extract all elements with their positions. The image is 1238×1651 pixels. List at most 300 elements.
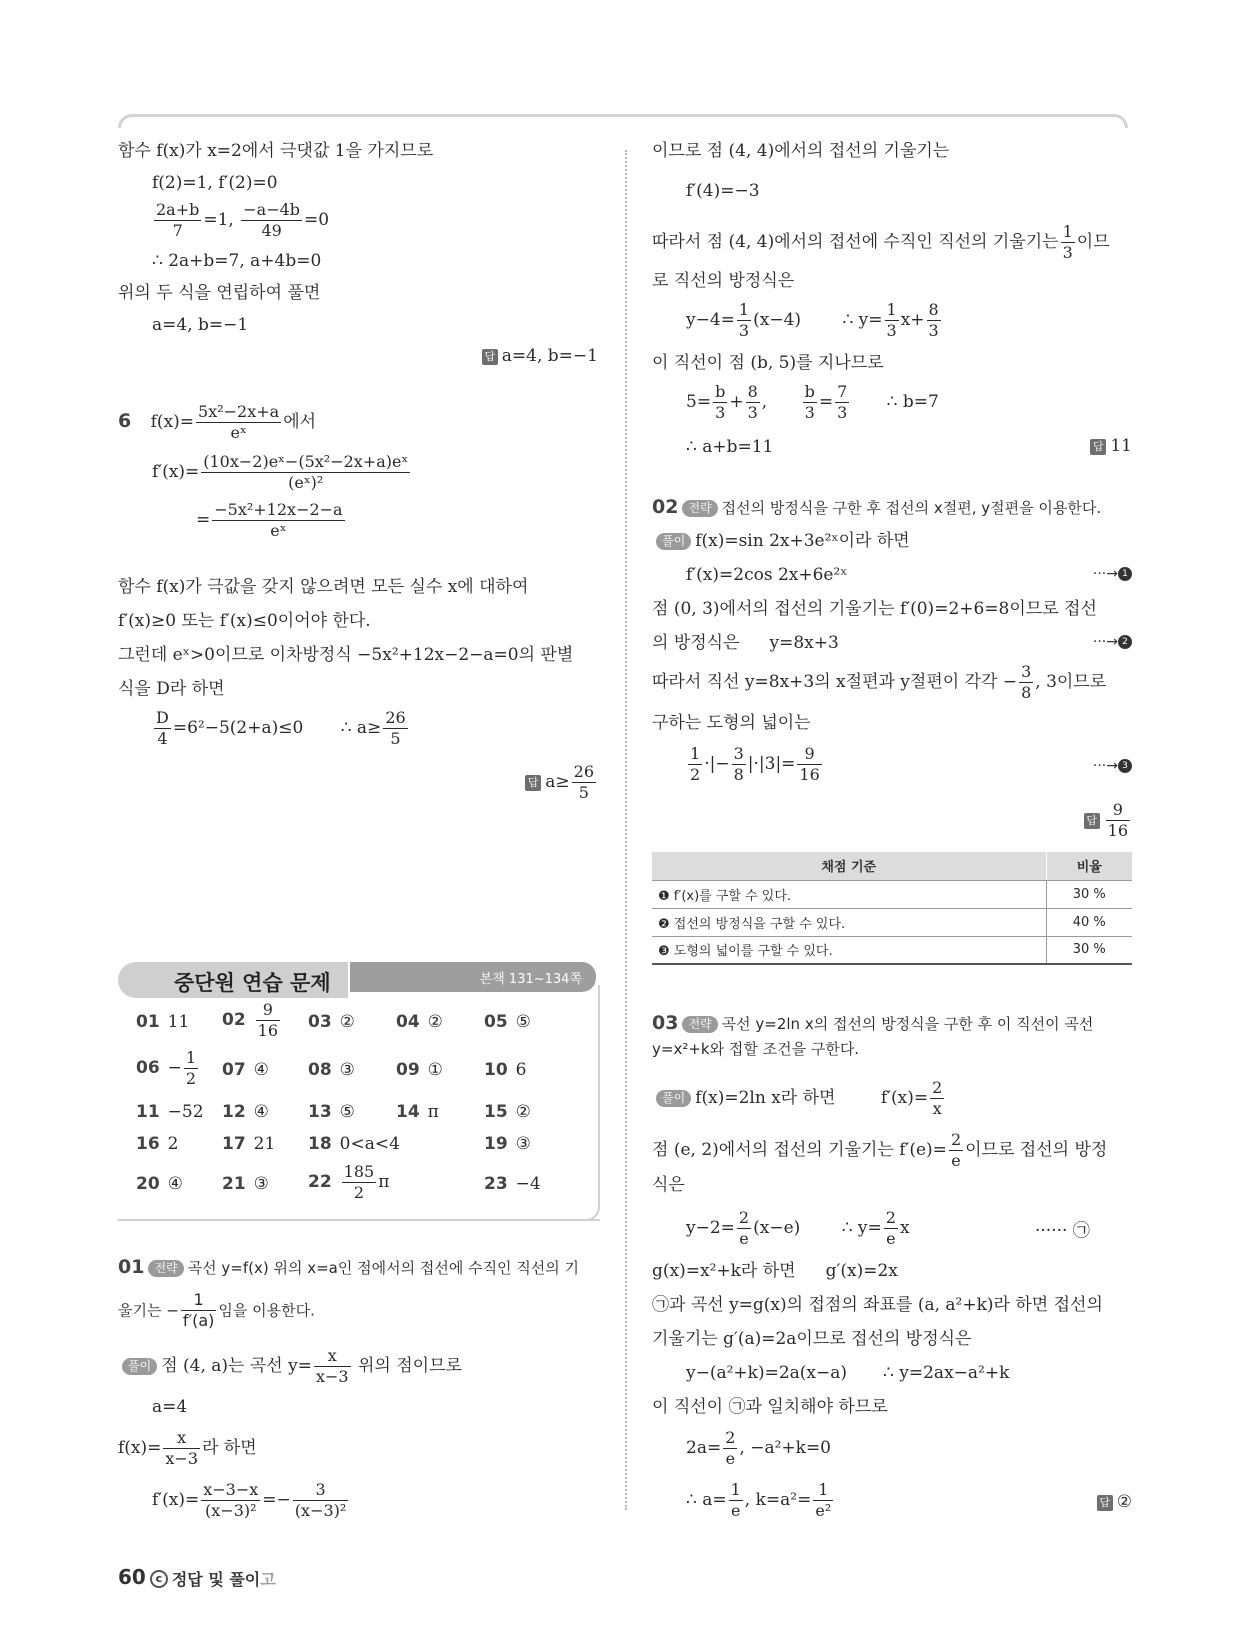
denominator: 5 [578,783,589,802]
equation-part: ∴ y= [842,310,883,330]
equation: f′(4)=−3 [686,181,760,201]
answer-number: 03 [308,1012,332,1032]
fraction [383,708,407,749]
answer-value: 6 [515,1060,527,1080]
fraction [154,708,171,749]
equation: ∴ 2a+b=7, a+4b=0 [152,251,322,271]
table-cell [652,936,1046,964]
fraction [184,1048,198,1089]
fraction [241,200,302,241]
answer-value: ④ [167,1174,183,1194]
denominator: (eˣ)² [288,473,324,492]
equation-part: , [761,392,768,412]
equation-part: f′(x)= [152,1490,200,1510]
answer-number: 20 [136,1174,160,1194]
fraction [1061,222,1075,263]
equation [196,500,347,541]
answer [1090,436,1132,456]
text-line: ㉠과 곡선 y=g(x)의 접점의 좌표를 (a, a²+k)라 하면 접선의 [652,1295,1103,1315]
q03-hint [652,1012,1093,1035]
denominator: 2 [353,1183,365,1202]
numerator: −a−4b [243,200,301,219]
equation-part: (x−4) [753,310,802,330]
problem-number: 02 [652,496,679,518]
table-row [652,908,1132,936]
mid-unit-bottom-line [118,1219,600,1221]
equation-part: y−2= [686,1218,735,1238]
equation-part: f′(x)= [880,1088,929,1108]
text-line: 위의 두 식을 연립하여 풀면 [118,283,321,303]
answer [482,346,598,366]
equation: a=4, b=−1 [152,315,249,335]
fraction [729,1480,743,1521]
denominator: e [739,1229,749,1248]
answer-number: 16 [136,1134,160,1154]
answer-number: 02 [222,1010,246,1030]
answer-value: ② [427,1012,443,1032]
numerator: D [156,708,169,727]
answer-text: ② [1116,1492,1132,1512]
answer-icon: 답 [1090,439,1106,455]
text-line [652,662,1106,703]
answer-number: 06 [136,1058,160,1078]
step-number-icon: 3 [1118,759,1132,773]
equation-part: f(x)=sin 2x+3e²ˣ이라 하면 [695,531,910,551]
denominator: 7 [172,221,183,240]
fraction [256,1000,280,1041]
equation-part: ∴ b=7 [886,392,939,412]
ratio-cell: 30 % [1046,936,1132,964]
criterion-text: 접선의 방정식을 구할 수 있다. [673,916,846,932]
numerator: x−3−x [203,1480,259,1499]
text-part: 점 (e, 2)에서의 접선의 기울기는 f′(e)= [652,1140,947,1160]
hint-text: 곡선 y=2ln x의 접선의 방정식을 구한 후 이 직선이 곡선 [721,1015,1094,1033]
answer-number: 01 [136,1012,160,1032]
marker-arrow: ···→ [1092,634,1118,650]
fraction [884,1208,898,1249]
numerator: 1 [181,1290,217,1311]
equation-part: (x−e) [753,1218,801,1238]
answer-number: 18 [308,1134,332,1154]
text-part: , 3이므로 [1035,672,1107,692]
fraction [688,744,702,785]
fraction [1106,800,1130,841]
answer-cell [484,1134,531,1154]
denominator: x−3 [315,1367,349,1386]
q03-hint-line2 [652,1038,859,1060]
answer-value: ① [427,1060,443,1080]
denominator: 3 [747,403,758,422]
numerator: 3 [1021,662,1032,681]
answer-number: 09 [396,1060,420,1080]
answer-cell [136,1102,204,1122]
equation-part: =0 [304,210,330,230]
fraction [713,382,727,423]
equation-part: 위의 점이므로 [352,1356,462,1376]
numerator: 2 [738,1208,750,1227]
mid-unit-page-ref: 본책 131~134쪽 [479,972,582,987]
equation-part: ∴ y= [841,1218,882,1238]
answer-value: ④ [253,1102,269,1122]
step-number-icon: ❸ [658,944,670,960]
answer-value: ③ [515,1134,531,1154]
answer-cell [136,1174,183,1194]
equation-part: f(x)=2ln x라 하면 [695,1088,836,1108]
text-part: 이므 [1076,232,1110,252]
fraction [154,200,201,241]
equation-part: y=8x+3 [769,633,839,653]
numerator: 9 [1106,800,1130,821]
answer-value: 21 [253,1134,276,1154]
step-number-icon: ❷ [658,916,670,932]
q01-hint [118,1256,579,1279]
answer-value: − [167,1058,182,1078]
answer-text: 11 [1110,436,1132,456]
answer-cell [136,1134,179,1154]
denominator: 8 [1021,683,1032,702]
book-title-suffix: 고 [260,1570,276,1589]
equation [152,708,410,749]
text-line: f′(x)≥0 또는 f′(x)≤0이어야 한다. [118,611,371,631]
answer-number: 15 [484,1102,508,1122]
equation [152,1480,350,1521]
numerator: 1 [690,744,701,763]
step-number-icon: ❶ [658,888,670,904]
text-line: 함수 f(x)가 극값을 갖지 않으려면 모든 실수 x에 대하여 [118,577,529,597]
answer-icon: 답 [525,775,541,791]
answer-value: 11 [167,1012,190,1032]
fraction [737,1208,751,1249]
answer-text: a≥ [545,772,570,792]
denominator: eˣ [270,521,287,540]
answer-value: ④ [253,1060,269,1080]
answer-value: π [378,1172,390,1192]
problem-number: 6 [118,410,132,432]
mid-unit-header [118,962,598,998]
numerator: 26 [385,708,406,727]
denominator: (x−3)² [205,1501,257,1520]
step-marker [1093,634,1132,650]
equation-part: 라 하면 [202,1438,257,1458]
mid-unit-title: 중단원 연습 문제 [174,971,331,995]
equation [686,1362,1009,1384]
hint-text: 임을 이용한다. [218,1301,315,1320]
equation-part: g(x)=x²+k라 하면 [652,1261,796,1281]
denominator: 2 [690,765,701,784]
fraction [201,452,410,493]
numerator: −5x²+12x−2−a [214,500,343,519]
denominator: (x−3)² [294,1501,347,1520]
fraction [572,762,596,803]
fraction [930,1078,944,1119]
equation-part: x+ [900,310,925,330]
answer-number: 04 [396,1012,420,1032]
denominator: 3 [1062,243,1073,262]
fraction [797,744,821,785]
text-line [652,1130,1107,1171]
numerator: x [314,1346,351,1367]
equation-part: 점 (4, a)는 곡선 y= [161,1356,312,1376]
answer-number: 05 [484,1012,508,1032]
equation-part: =− [262,1490,291,1510]
text-line: 이므로 점 (4, 4)에서의 접선의 기울기는 [652,141,950,161]
solution-tag: 풀이 [656,533,691,550]
equation-part: ∴ a≥ [340,718,382,738]
column-divider [625,150,627,1510]
mid-unit-bar [350,962,596,992]
table-row [652,880,1132,908]
denominator: 2 [185,1069,197,1088]
answer-cell [308,1162,389,1203]
answer-value: −52 [167,1102,204,1122]
q02-solution-line [652,530,910,552]
answer [1084,800,1132,841]
fraction [196,402,281,443]
text-line: 점 (0, 3)에서의 접선의 기울기는 f′(0)=2+6=8이므로 접선 [652,599,1097,619]
equation [686,300,943,341]
equation-part: 에서 [283,412,317,432]
numerator: 2 [885,1208,896,1227]
denominator: 16 [257,1021,279,1040]
fraction [342,1162,377,1203]
answer-value: 0<a<4 [339,1134,400,1154]
table-header-row [652,852,1132,880]
answer-value: ⑤ [515,1012,531,1032]
answer-cell [136,1048,200,1089]
equation [118,1428,257,1469]
answer-value: ⑤ [339,1102,355,1122]
equation-part: = [818,392,834,412]
answer-cell [484,1012,531,1032]
hint-text: y=x²+k와 접할 조건을 구한다. [652,1040,860,1058]
step-number-icon: 2 [1118,635,1132,649]
answer-cell [308,1134,400,1154]
answer-cell [484,1102,531,1122]
numerator: 3 [293,1480,349,1501]
equation-part: ∴ y=2ax−a²+k [883,1363,1010,1383]
fraction [732,744,746,785]
numerator: x [163,1428,200,1449]
answer-number: 22 [308,1172,332,1192]
denominator: 4 [157,729,168,748]
answer-value: π [427,1102,439,1122]
marker-arrow: ···→ [1092,566,1118,582]
answer-value: ③ [253,1174,269,1194]
answer-cell [396,1012,443,1032]
denominator: 3 [886,321,897,340]
fraction [163,1428,200,1469]
answer-number: 19 [484,1134,508,1154]
answer-text: a=4, b=−1 [501,346,598,366]
answer-cell [484,1060,527,1080]
criterion-text: f′(x)를 구할 수 있다. [673,888,792,904]
page-footer [118,1565,276,1590]
equation [686,1480,835,1521]
ratio-cell: 40 % [1046,908,1132,936]
denominator: 3 [928,321,939,340]
numerator: b [715,382,726,401]
equation [152,200,329,241]
fraction [927,300,941,341]
step-number-icon: 1 [1118,567,1132,581]
text-line: 이 직선이 ㉠과 일치해야 하므로 [652,1397,888,1417]
equation-part: g′(x)=2x [825,1261,898,1281]
text-part: 따라서 직선 y=8x+3의 x절편과 y절편이 각각 − [652,672,1018,692]
equation-part: , k=a²= [744,1490,812,1510]
text-line: 그런데 eˣ>0이므로 이차방정식 −5x²+12x−2−a=0의 판별 [118,645,574,665]
label-marker: ······ ㉠ [1035,1221,1090,1241]
answer-cell [396,1102,439,1122]
answer-cell [222,1000,282,1041]
strategy-tag: 전략 [682,1016,717,1033]
numerator: 1 [738,300,750,319]
answer-number: 08 [308,1060,332,1080]
answer-cell [222,1174,269,1194]
numerator: (10x−2)eˣ−(5x²−2x+a)eˣ [203,452,409,471]
equation-part: ·|− [704,754,730,774]
text-part: 따라서 점 (4, 4)에서의 접선에 수직인 직선의 기울기는 [652,232,1059,252]
denominator: eˣ [230,423,247,442]
text-line: 함수 f(x)가 x=2에서 극댓값 1을 가지므로 [118,141,434,161]
numerator: 1 [813,1480,833,1501]
fraction [212,500,344,541]
numerator: 1 [730,1480,741,1499]
answer-number: 11 [136,1102,160,1122]
table-cell [652,880,1046,908]
answer-cell [136,1012,189,1032]
answer-number: 23 [484,1174,508,1194]
copyright-icon: c [150,1570,168,1588]
denominator: 49 [261,221,282,240]
answer-cell [222,1060,269,1080]
answer-number: 13 [308,1102,332,1122]
equation: f(2)=1, f′(2)=0 [152,173,278,193]
solution-tag: 풀이 [122,1358,157,1375]
equation [686,382,939,423]
answer [1097,1492,1132,1512]
fraction [949,1130,963,1171]
denominator: f′(a) [182,1311,215,1330]
numerator: 26 [573,762,594,781]
fraction [746,382,760,423]
q03-solution-line [652,1078,946,1119]
equation-part: |·|3|= [747,754,796,774]
equation-part: f′(x)= [152,462,200,482]
table-cell [652,908,1046,936]
denominator: 3 [804,403,815,422]
answer-cell [308,1012,355,1032]
text-line [652,632,839,654]
fraction [293,1480,349,1521]
ratio-cell: 30 % [1046,880,1132,908]
equation-part: 2a= [686,1438,722,1458]
page-number: 60 [118,1565,146,1589]
answer-value: 2 [167,1134,179,1154]
answer-number: 12 [222,1102,246,1122]
answer-number: 07 [222,1060,246,1080]
text-line: 식을 D라 하면 [118,679,225,699]
problem-number: 03 [652,1012,679,1034]
denominator: x−3 [165,1449,198,1468]
text-line [652,222,1110,263]
text-part: 의 방정식은 [652,633,740,653]
answer-number: 14 [396,1102,420,1122]
equation [652,1260,898,1282]
numerator: 9 [797,744,821,765]
equation-part: f(x)= [150,412,195,432]
answer-value: −4 [515,1174,541,1194]
numerator: b [804,382,815,401]
text-line: 식은 [652,1175,685,1195]
problem-6-header [118,402,316,443]
hint-text: 곡선 y=f(x) 위의 x=a인 점에서의 접선에 수직인 직선의 기 [187,1259,580,1277]
top-border [118,114,1128,128]
text-part: 이므로 접선의 방정 [965,1140,1108,1160]
answer-number: 17 [222,1134,246,1154]
denominator: 3 [738,321,750,340]
strategy-tag: 전략 [148,1260,183,1277]
numerator: 2a+b [156,200,200,219]
denominator: 3 [837,403,848,422]
fraction [835,382,849,423]
answer-cell [396,1060,443,1080]
equation-part: ∴ a= [686,1490,727,1510]
answer-number: 10 [484,1060,508,1080]
text-line: 기울기는 g′(a)=2a이므로 접선의 방정식은 [652,1329,972,1349]
answer-cell [484,1174,541,1194]
numerator: 1 [1062,222,1073,241]
fraction [885,300,899,341]
answer-icon: 답 [1084,813,1100,829]
answer-cell [222,1102,269,1122]
hint-text: 접선의 방정식을 구한 후 접선의 x절편, y절편을 이용한다. [721,499,1102,517]
q01-solution-line [118,1346,462,1387]
denominator: 16 [1107,821,1128,840]
hint-text: 울기는 − [118,1301,179,1320]
column-header: 채점 기준 [652,852,1046,880]
numerator: 5x²−2x+a [198,402,280,421]
equation-part: y−(a²+k)=2a(x−a) [686,1363,848,1383]
denominator: x [932,1099,942,1118]
fraction [813,1480,833,1521]
text-line: 로 직선의 방정식은 [652,271,795,291]
text-line: 이 직선이 점 (b, 5)를 지나므로 [652,353,884,373]
table-row [652,936,1132,964]
fraction [723,1428,737,1469]
equation-part: 5= [686,392,712,412]
answer-icon: 답 [482,349,498,365]
equation-part: + [729,392,744,412]
answer-value: ③ [339,1060,355,1080]
criterion-text: 도형의 넓이를 구할 수 있다. [673,944,833,960]
numerator: 2 [932,1078,943,1097]
answer-value: ② [515,1102,531,1122]
equation [686,1428,831,1469]
numerator: 3 [733,744,744,763]
equation: a=4 [152,1397,188,1417]
numerator: 8 [928,300,939,319]
equation-part: = [196,510,211,530]
q01-hint-line2 [118,1290,315,1331]
denominator: e² [815,1501,832,1520]
step-marker [1093,566,1132,582]
equation-part: y−4= [686,310,735,330]
answer-cell [222,1134,275,1154]
equation: f′(x)=2cos 2x+6e²ˣ [686,565,848,585]
equation-part: =6²−5(2+a)≤0 [172,718,304,738]
answer-value: ② [339,1012,355,1032]
fraction [737,300,751,341]
